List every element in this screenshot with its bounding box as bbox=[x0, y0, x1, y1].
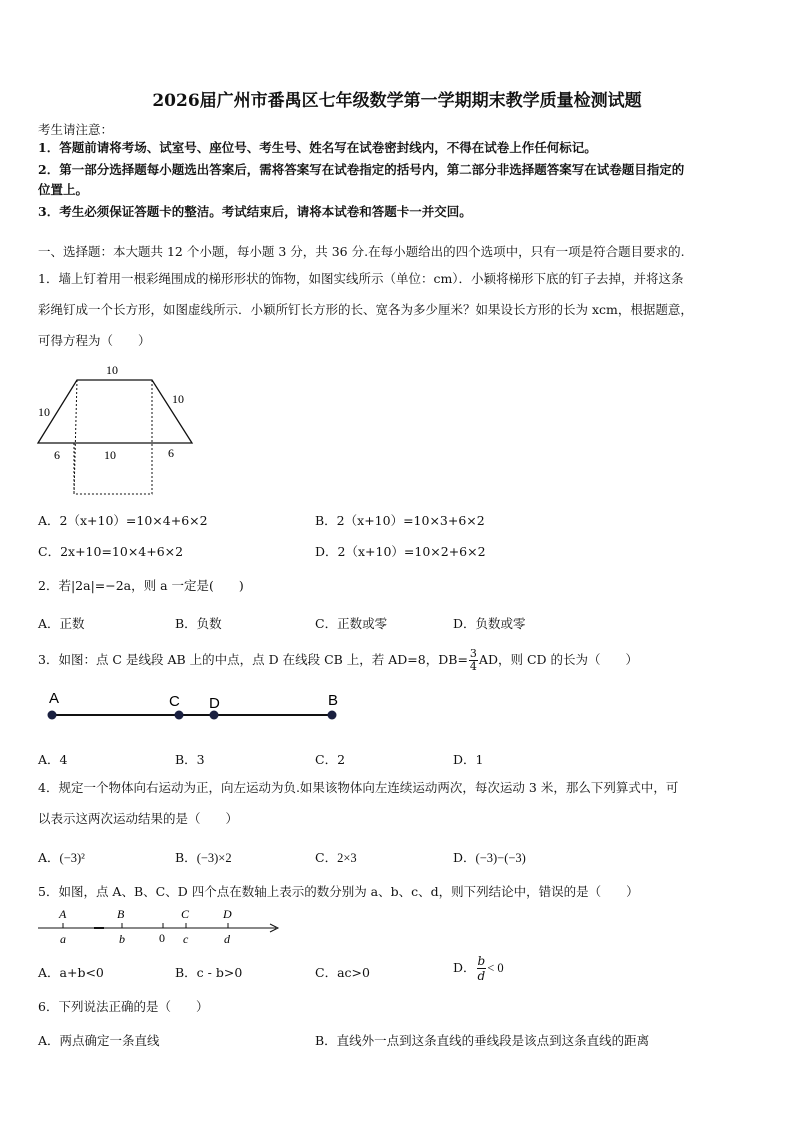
q3-option-d[interactable]: D．1 bbox=[453, 752, 484, 767]
q1-option-d[interactable]: D．2（x+10）=10×2+6×2 bbox=[315, 544, 486, 559]
axis-value-b: b bbox=[119, 932, 125, 946]
q3-option-c[interactable]: C．2 bbox=[315, 752, 346, 767]
q3-frac-num: 3 bbox=[469, 647, 477, 660]
notice-item: 1．答题前请将考场、试室号、座位号、考生号、姓名写在试卷密封线内，不得在试卷上作任何标记。 bbox=[38, 140, 597, 155]
point-label-b: B bbox=[328, 692, 339, 709]
q2-option-d[interactable]: D．负数或零 bbox=[453, 616, 526, 631]
q5-text: 5．如图，点 A、B、C、D 四个点在数轴上表示的数分别为 a、b、c、d，则下列结论中，错误的是（ ） bbox=[38, 884, 639, 899]
trapezoid-figure bbox=[30, 358, 200, 500]
axis-point-a-upper: A bbox=[59, 907, 67, 921]
segment-figure bbox=[40, 684, 350, 726]
axis-value-c: c bbox=[183, 932, 189, 946]
q5-option-a[interactable]: A．a+b<0 bbox=[38, 965, 104, 980]
q6-option-b[interactable]: B．直线外一点到这条直线的垂线段是该点到这条直线的距离 bbox=[315, 1033, 650, 1048]
axis-point-c-upper: C bbox=[181, 907, 190, 921]
q4-option-b[interactable]: B．(−3)×2 bbox=[175, 850, 232, 865]
label-left: 10 bbox=[38, 405, 50, 419]
axis-value-d: d bbox=[224, 932, 230, 946]
notice-heading: 考生请注意： bbox=[38, 122, 114, 137]
q4-text: 4．规定一个物体向右运动为正，向左运动为负.如果该物体向左连续运动两次，每次运动 3 米，那么下列算式中，可 bbox=[38, 780, 679, 795]
q1-text: 可得方程为（ ） bbox=[38, 333, 151, 348]
q2-text: 2．若|2a|=−2a，则 a 一定是( ) bbox=[38, 578, 244, 593]
notice-item: 3．考生必须保证答题卡的整洁。考试结束后，请将本试卷和答题卡一并交回。 bbox=[38, 204, 472, 219]
q2-option-a[interactable]: A．正数 bbox=[38, 616, 85, 631]
q1-text: 1．墙上钉着用一根彩绳围成的梯形形状的饰物，如图实线所示（单位：cm）．小颖将梯形下底的钉子去掉，并将这条 bbox=[38, 271, 684, 286]
label-bottom-right: 6 bbox=[168, 446, 174, 460]
q3-fraction bbox=[469, 648, 478, 673]
label-bottom-mid: 10 bbox=[104, 448, 116, 462]
q3-option-a[interactable]: A．4 bbox=[38, 752, 68, 767]
q5-option-d[interactable]: D． $\frac{b}{d}$ < 0 bbox=[453, 954, 504, 983]
q5-optd-fraction: $\frac{b}{d}$ bbox=[477, 954, 486, 983]
notice-item: 位置上。 bbox=[38, 182, 89, 197]
label-right: 10 bbox=[172, 392, 184, 406]
axis-value-a: a bbox=[60, 932, 66, 946]
q2-option-c[interactable]: C．正数或零 bbox=[315, 616, 388, 631]
q4-text: 以表示这两次运动结果的是（ ） bbox=[38, 811, 239, 826]
label-bottom-left: 6 bbox=[54, 448, 60, 462]
q1-text: 彩绳钉成一个长方形，如图虚线所示．小颖所钉长方形的长、宽各为多少厘米？如果设长方形的长为 xcm，根据题意， bbox=[38, 302, 693, 317]
q6-text: 6．下列说法正确的是（ ） bbox=[38, 999, 209, 1014]
q6-option-a[interactable]: A．两点确定一条直线 bbox=[38, 1033, 160, 1048]
q5-option-c[interactable]: C．ac>0 bbox=[315, 965, 370, 980]
notice-item: 2．第一部分选择题每小题选出答案后，需将答案写在试卷指定的括号内，第二部分非选择题答案写在试卷题目指定的 bbox=[38, 162, 685, 177]
q3-text-after: AD，则 CD 的长为（ ） bbox=[478, 652, 639, 667]
q3-text-before: 3．如图：点 C 是线段 AB 上的中点，点 D 在线段 CB 上，若 AD=8，DB= bbox=[38, 652, 468, 667]
q4-option-a[interactable]: A．(−3)² bbox=[38, 850, 85, 865]
q4-option-d[interactable]: D．(−3)−(−3) bbox=[453, 850, 526, 865]
axis-value-zero: 0 bbox=[159, 931, 165, 945]
q2-option-b[interactable]: B．负数 bbox=[175, 616, 222, 631]
point-label-c: C bbox=[169, 693, 180, 710]
q3-frac-den: 4 bbox=[469, 660, 477, 673]
q4-option-c[interactable]: C．2×3 bbox=[315, 850, 357, 865]
q5-option-b[interactable]: B．c - b>0 bbox=[175, 965, 243, 980]
section-heading: 一、选择题：本大题共 12 个小题，每小题 3 分，共 36 分.在每小题给出的四个选项中，只有一项是符合题目要求的. bbox=[38, 244, 685, 259]
point-label-a: A bbox=[49, 690, 60, 707]
point-label-d: D bbox=[209, 695, 220, 712]
number-line-figure bbox=[36, 904, 286, 948]
axis-point-b-upper: B bbox=[117, 907, 125, 921]
axis-point-d-upper: D bbox=[223, 907, 232, 921]
q1-option-b[interactable]: B．2（x+10）=10×3+6×2 bbox=[315, 513, 485, 528]
q1-option-c[interactable]: C．2x+10=10×4+6×2 bbox=[38, 544, 184, 559]
label-top: 10 bbox=[106, 363, 118, 377]
q1-option-a[interactable]: A．2（x+10）=10×4+6×2 bbox=[38, 513, 208, 528]
q3-text bbox=[38, 648, 638, 673]
page-title: 2026届广州市番禺区七年级数学第一学期期末教学质量检测试题 bbox=[152, 91, 642, 111]
q3-option-b[interactable]: B．3 bbox=[175, 752, 205, 767]
